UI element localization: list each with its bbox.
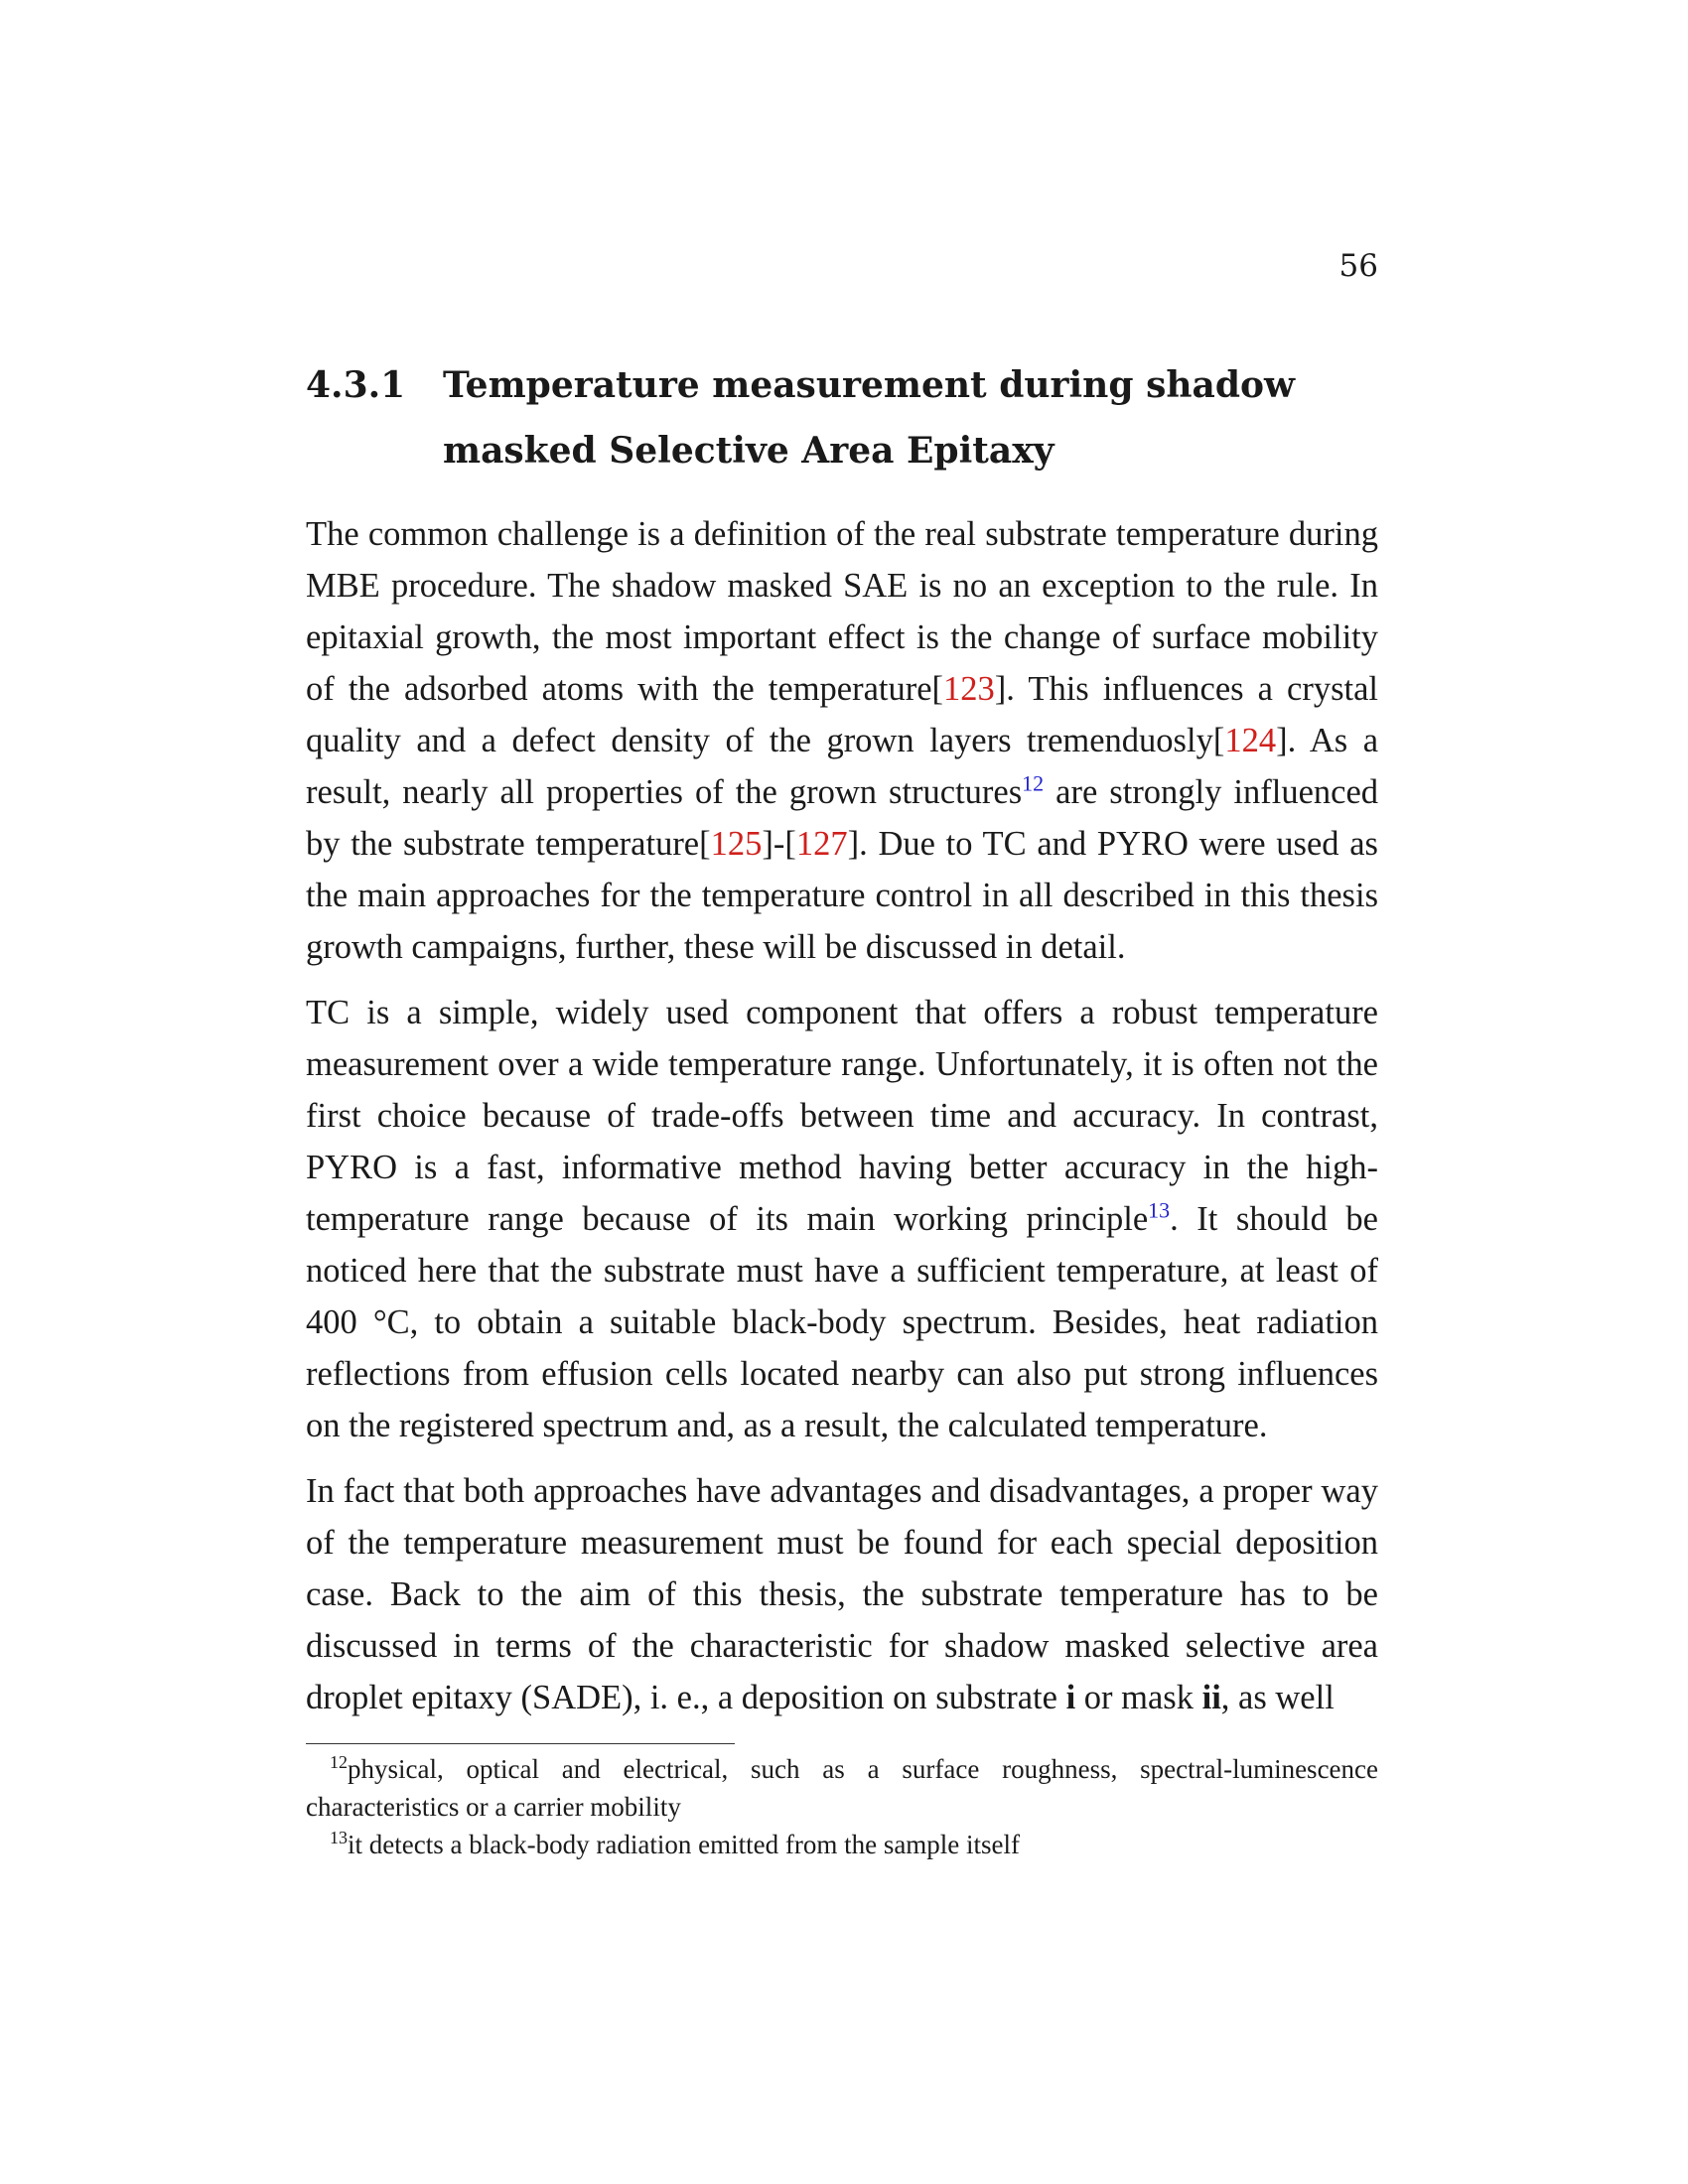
footnote-text: it detects a black-body radiation emitted from the sample itself [348,1830,1021,1859]
citation-bracket: [ [784,825,796,863]
section-number: 4.3.1 [306,364,406,406]
citation-link[interactable]: 127 [795,825,848,863]
bold-label-i: i [1065,1679,1076,1716]
citation-bracket: [ [699,825,711,863]
bold-label-ii: ii [1201,1679,1221,1716]
text-run: are strongly influenced by the substrate temperature [306,773,1379,863]
page-number: 56 [1338,248,1378,284]
footnote-ref-link[interactable]: 12 [1022,770,1045,796]
footnote-13 [306,1826,1378,1863]
citation-bracket: [ [1212,722,1225,759]
text-run: . Due to TC and PYRO were used as the main approaches for the temperature control in all described in this thesis growth campaigns, further, these will be discussed in detail. [306,825,1378,966]
citation-link[interactable]: 124 [1224,722,1277,759]
text-run: . As a result, nearly all properties of the grown structures [306,722,1379,811]
text-run: . It should be noticed here that the substrate must have a sufficient temperature, at least of 400 °C, to obtain a suitable black-body spectrum. Besides, heat radiation reflections from effusion cells located nearby can also put strong influences on the registered spectrum and, as a result, the calculated temperature. [306,1200,1378,1444]
paragraph-2 [306,987,1378,1451]
paragraph-3 [306,1465,1378,1723]
footnote-divider [306,1743,735,1744]
section-heading [306,352,1410,483]
citation-bracket: ] [994,670,1007,708]
text-run: . This influences a crystal quality and a defect density of the grown layers tremenduosly [306,670,1378,759]
text-run: In fact that both approaches have advantages and disadvantages, a proper way of the temperature measurement must be found for each special deposition case. Back to the aim of this thesis, the substrate temperature has to be discussed in terms of the characteristic for shadow masked selective area droplet epitaxy (SADE), i. e., a deposition on substrate [306,1472,1378,1716]
citation-link[interactable]: 123 [943,670,995,708]
footnote-text: physical, optical and electrical, such as a surface roughness, spectral-luminescence characteristics or a carrier mobility [306,1754,1378,1822]
citation-bracket: ] [762,825,774,863]
citation-link[interactable]: 125 [710,825,763,863]
footnote-mark: 13 [330,1828,348,1847]
text-run: The common challenge is a definition of the real substrate temperature during MBE procedure. The shadow masked SAE is no an exception to the rule. In epitaxial growth, the most important effect is the change of surface mobility of the adsorbed atoms with the temperature [306,515,1378,708]
citation-bracket: [ [931,670,944,708]
footnote-mark: 12 [330,1752,348,1772]
paragraph-1 [306,508,1378,973]
text-run: or mask [1075,1679,1202,1716]
text-run: TC is a simple, widely used component that offers a robust temperature measurement over a wide temperature range. Unfortunately, it is often not the first choice because of trade-offs between time and accuracy. In contrast, PYRO is a fast, informative method having better accuracy in the high-temperature range because of its main working principle [306,994,1378,1238]
body-text [306,508,1378,1737]
footnotes [306,1743,1378,1863]
text-run: , as well [1220,1679,1335,1716]
citation-bracket: ] [1276,722,1288,759]
footnote-12 [306,1750,1378,1826]
section-title: Temperature measurement during shadow masked Selective Area Epitaxy [443,364,1296,472]
citation-bracket: ] [847,825,860,863]
text-run: - [773,825,785,863]
footnote-ref-link[interactable]: 13 [1148,1197,1171,1223]
